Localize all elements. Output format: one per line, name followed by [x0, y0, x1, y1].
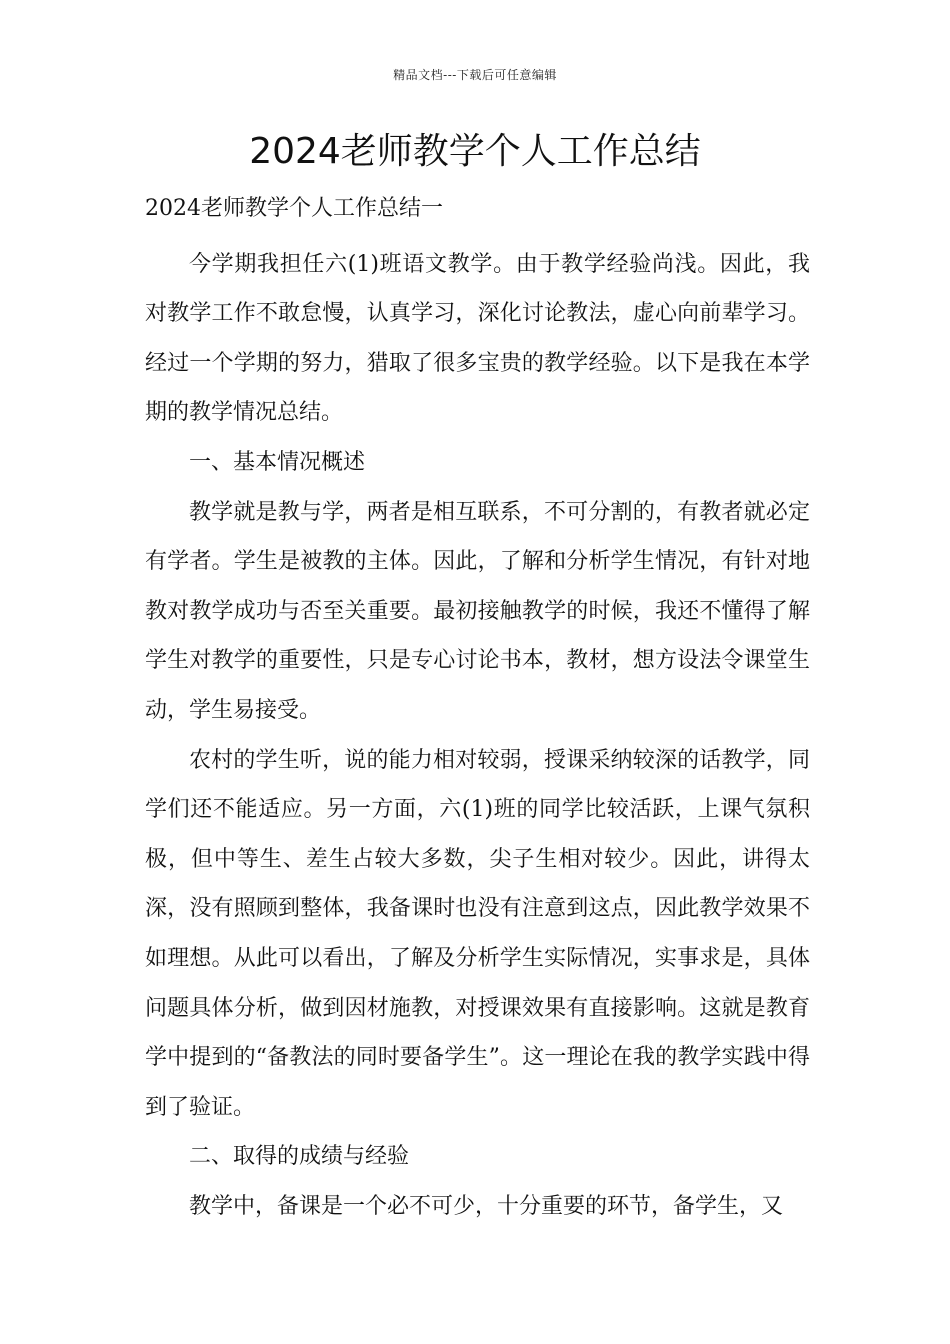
section-heading-2: 二、取得的成绩与经验: [189, 1144, 410, 1170]
paragraph-preparation: 教学中，备课是一个必不可少，十分重要的环节，备学生，又: [189, 1193, 784, 1219]
paragraph-students: 农村的学生听，说的能力相对较弱，授课采纳较深的话教学，同学们还不能适应。另一方面，六(1)班的同学比较活跃，上课气氛积极，但中等生、差生占较大多数，尖子生相对较少。因此，讲得太深，没有照顾到整体，我备课时也没有注意到这点，因此教学效果不如理想。从此可以看出，了解及分析学生实际情况，实事求是，具体问题具体分析，做到因材施教，对授课效果有直接影响。这就是教育学中提到的“备教法的同时要备学生”。这一理论在我的教学实践中得到了验证。: [145, 747, 810, 1120]
document-title: 2024老师教学个人工作总结: [249, 131, 701, 172]
paragraph-intro: 今学期我担任六(1)班语文教学。由于教学经验尚浅。因此，我对教学工作不敢怠慢，认真学习，深化讨论教法，虚心向前辈学习。经过一个学期的努力，猎取了很多宝贵的教学经验。以下是我在本学期的教学情况总结。: [145, 251, 810, 426]
document-body: [145, 184, 810, 1231]
section-heading-1: 一、基本情况概述: [189, 449, 366, 475]
paragraph-teaching: 教学就是教与学，两者是相互联系，不可分割的，有教者就必定有学者。学生是被教的主体。因此，了解和分析学生情况，有针对地教对教学成功与否至关重要。最初接触教学的时候，我还不懂得了解学生对教学的重要性，只是专心讨论书本，教材，想方设法令课堂生动，学生易接受。: [145, 499, 810, 723]
document-subtitle: 2024老师教学个人工作总结一: [145, 196, 443, 221]
header-note: 精品文档---下载后可任意编辑: [393, 68, 557, 82]
